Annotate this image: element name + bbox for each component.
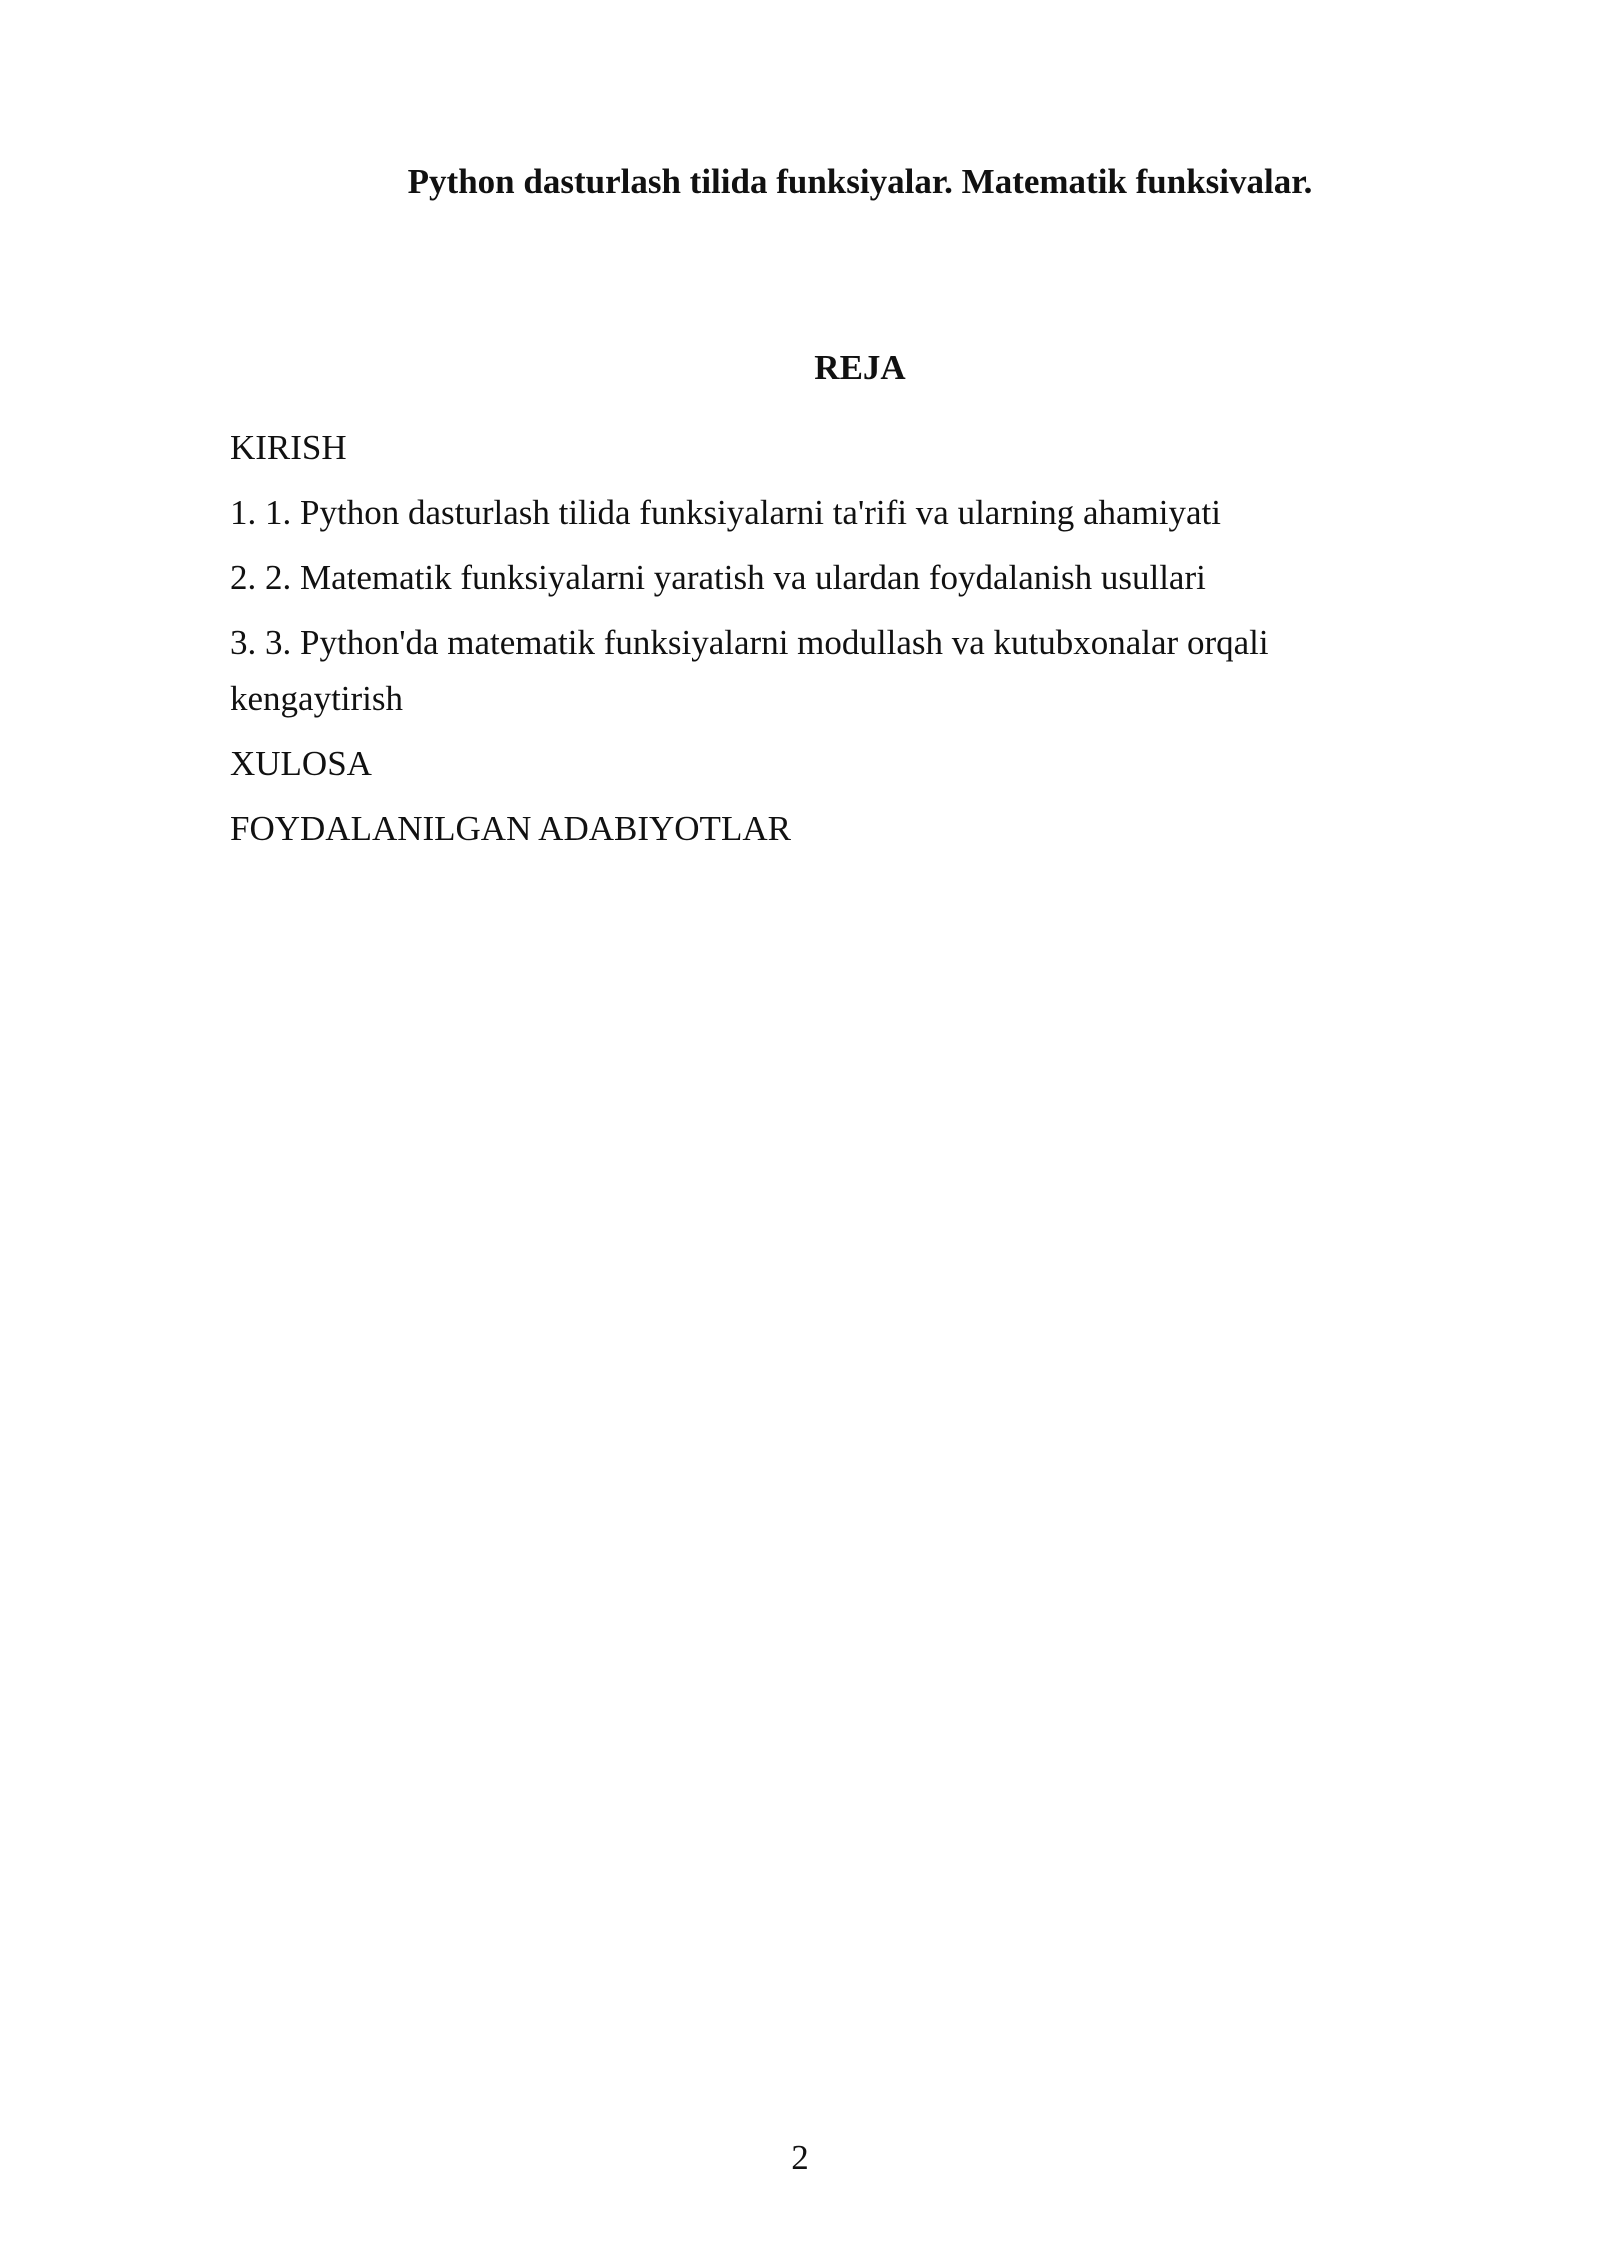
page-number: 2 (791, 2138, 809, 2177)
plan-item-intro: KIRISH (230, 428, 347, 467)
plan-item-references: FOYDALANILGAN ADABIYOTLAR (230, 809, 791, 848)
plan-item-2: 2. 2. Matematik funksiyalarni yaratish va ulardan foydalanish usullari (230, 558, 1206, 597)
plan-list (230, 420, 1370, 866)
plan-heading: REJA (814, 348, 906, 387)
plan-item-3: 3. 3. Python'da matematik funksiyalarni modullash va kutubxonalar orqali kengaytirish (230, 623, 1269, 718)
plan-item-conclusion: XULOSA (230, 744, 372, 783)
plan-item-1: 1. 1. Python dasturlash tilida funksiyalarni ta'rifi va ularning ahamiyati (230, 493, 1221, 532)
document-title: Python dasturlash tilida funksiyalar. Matematik funksivalar. (407, 162, 1313, 201)
